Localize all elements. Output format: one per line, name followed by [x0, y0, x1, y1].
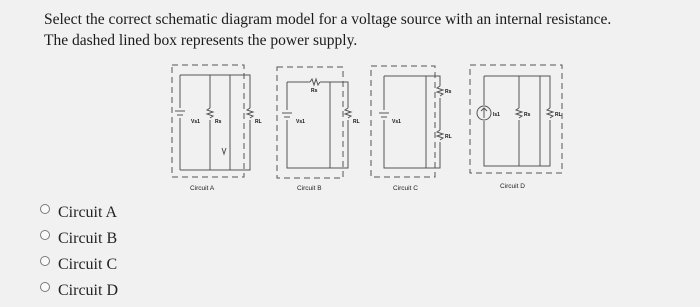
circuit-a	[172, 65, 253, 177]
circuit-a-power-box	[172, 65, 244, 177]
option-circuit-c[interactable]	[40, 252, 118, 278]
option-circuit-d-label[interactable]: Circuit D	[58, 282, 118, 299]
circuit-b-vs1-label: Vs1	[296, 119, 305, 125]
circuit-a-caption: Circuit A	[190, 185, 215, 192]
circuit-a-vs1-label: Vs1	[191, 119, 200, 125]
option-circuit-a[interactable]	[40, 200, 118, 226]
circuit-c-rl-label: RL	[445, 134, 452, 140]
circuit-c-caption: Circuit C	[393, 185, 418, 192]
option-circuit-c-radio[interactable]	[40, 256, 50, 266]
circuit-c-power-box	[371, 66, 435, 177]
circuit-b-rl-label: RL	[353, 119, 360, 125]
circuit-a-rs-label: Rs	[215, 119, 222, 125]
option-circuit-d-radio[interactable]	[40, 282, 50, 292]
option-circuit-a-label[interactable]: Circuit A	[58, 204, 118, 221]
option-circuit-a-radio[interactable]	[40, 204, 50, 214]
option-circuit-b-radio[interactable]	[40, 230, 50, 240]
question-line-1: Select the correct schematic diagram model for a voltage source with an internal resistance.	[44, 11, 612, 28]
option-circuit-b-label[interactable]: Circuit B	[58, 230, 118, 247]
option-circuit-d[interactable]	[40, 278, 118, 304]
circuit-b	[277, 67, 351, 178]
circuit-b-rs-label: Rs	[311, 88, 318, 94]
circuit-b-caption: Circuit B	[297, 185, 322, 192]
circuit-c	[371, 66, 443, 177]
circuit-d-rs-label: Rs	[524, 112, 531, 118]
circuit-d-rl-label: RL	[555, 112, 562, 118]
option-circuit-b[interactable]	[40, 226, 118, 252]
option-circuit-c-label[interactable]: Circuit C	[58, 256, 118, 273]
question-line-2: The dashed lined box represents the power supply.	[44, 32, 358, 49]
answer-options	[40, 200, 118, 304]
circuit-a-rl-label: RL	[255, 119, 262, 125]
circuit-c-rs-label: Rs	[445, 89, 452, 95]
circuit-d-caption: Circuit D	[500, 183, 525, 190]
circuit-c-vs1-label: Vs1	[392, 119, 401, 125]
circuit-d-is1-label: Is1	[493, 112, 500, 118]
circuit-d	[470, 65, 562, 173]
